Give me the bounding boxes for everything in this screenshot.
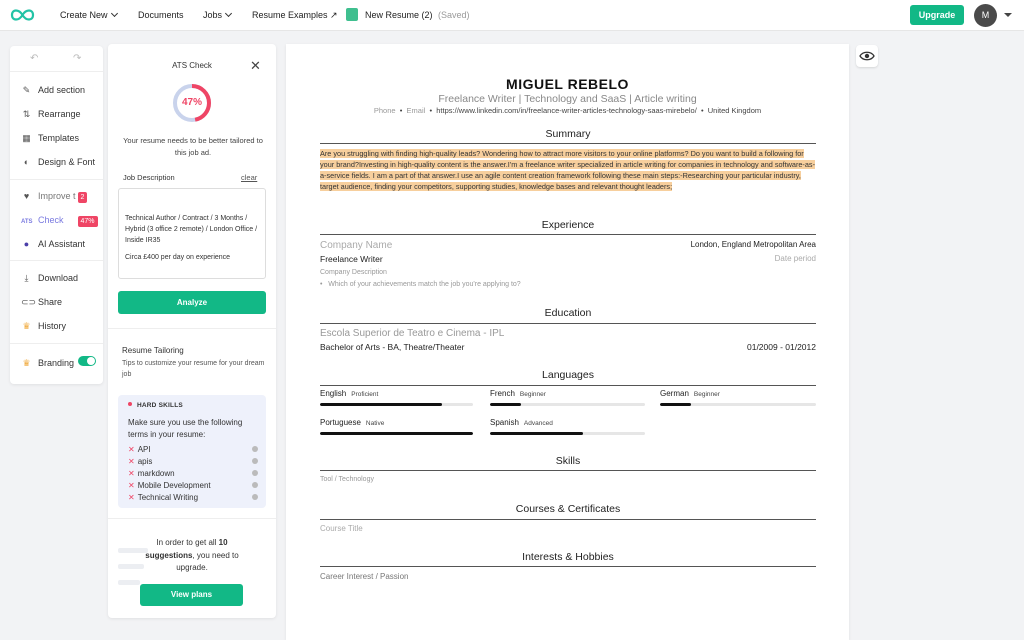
language-level: Native [365, 420, 385, 427]
tool-label: Branding [38, 358, 75, 368]
upsell-strong: suggestions [145, 550, 193, 560]
info-icon[interactable] [252, 494, 258, 500]
upsell-text-part: In order to get all [156, 538, 219, 547]
tool-label: Templates [38, 133, 80, 143]
panel-divider [108, 518, 276, 519]
education-dates[interactable]: 01/2009 - 01/2012 [746, 342, 816, 352]
cross-icon: ✕ [128, 457, 135, 466]
tool-label: Design & Font [38, 157, 96, 167]
tool-improve[interactable] [21, 189, 87, 203]
clear-link[interactable]: clear [241, 173, 258, 182]
crown-icon: ♛ [22, 321, 31, 331]
section-heading-languages[interactable]: Languages [542, 369, 594, 381]
achievement-text: Which of your achievements match the job you're applying to? [328, 281, 521, 288]
skill-label: Mobile Development [137, 481, 211, 490]
job-description-label: Job Description [123, 173, 175, 182]
section-heading-interests[interactable]: Interests & Hobbies [522, 551, 614, 563]
location-field[interactable]: United Kingdom [707, 106, 762, 115]
cross-icon: ✕ [128, 469, 135, 478]
ats-message: Your resume needs to be better tailored to this job ad. [123, 136, 263, 157]
language-level-fill [490, 403, 521, 406]
bullet-icon: • [320, 281, 329, 288]
eye-icon [856, 45, 878, 67]
degree[interactable]: Bachelor of Arts - BA, Theatre/Theater [320, 342, 465, 352]
tool-download[interactable] [21, 271, 78, 285]
experience-location[interactable]: London, England Metropolitan Area [690, 240, 816, 249]
language-level-fill [490, 432, 583, 435]
preview-button[interactable] [856, 45, 878, 67]
hard-skills-text: Make sure you use the following terms in your resume: [128, 418, 243, 439]
skill-label: markdown [137, 469, 175, 478]
nav-create-new[interactable] [60, 10, 117, 20]
branding-toggle[interactable] [78, 356, 96, 366]
course-placeholder[interactable]: Course Title [320, 524, 363, 533]
language-item[interactable] [320, 389, 378, 398]
achievement-field[interactable] [320, 281, 521, 288]
toolbar-divider [10, 343, 103, 344]
section-divider [320, 566, 816, 567]
language-item[interactable] [320, 418, 384, 427]
resume-name[interactable]: MIGUEL REBELO [506, 76, 629, 92]
skill-item [128, 457, 258, 466]
skill-item [128, 481, 258, 490]
company-description-field[interactable]: Company Description [320, 269, 387, 276]
resume-tailoring-subtitle: Tips to customize your resume for your dream job [122, 360, 265, 378]
info-icon[interactable] [252, 446, 258, 452]
design-icon: ◐ [23, 157, 30, 167]
info-icon[interactable] [252, 482, 258, 488]
language-level: Proficient [351, 391, 379, 398]
section-divider [320, 385, 816, 386]
company-name-field[interactable]: Company Name [320, 240, 393, 251]
editor-toolbar [10, 46, 103, 384]
tool-add-section[interactable] [21, 83, 85, 97]
upgrade-button[interactable]: Upgrade [910, 5, 964, 25]
hard-skills-label: HARD SKILLS [137, 402, 183, 409]
document-title[interactable]: New Resume (2) [365, 10, 433, 20]
share-icon: ⊂⊃ [21, 297, 37, 307]
tool-label: History [38, 321, 67, 331]
nav-jobs[interactable] [203, 10, 231, 20]
redo-icon[interactable]: ↷ [73, 53, 82, 64]
nav-create-new-label: Create New [60, 10, 108, 20]
language-level-bar [490, 432, 645, 435]
language-name: Spanish [490, 418, 519, 427]
tool-ai-assistant[interactable] [21, 237, 85, 251]
skill-placeholder[interactable]: Tool / Technology [320, 476, 374, 483]
language-item[interactable] [490, 418, 553, 427]
resume-headline[interactable]: Freelance Writer | Technology and SaaS | Article writing [438, 93, 697, 105]
section-heading-summary[interactable]: Summary [545, 128, 591, 140]
section-heading-experience[interactable]: Experience [541, 219, 595, 231]
skill-label: Technical Writing [137, 493, 199, 502]
ats-check-panel [108, 44, 276, 618]
jd-line: Circa £400 per day on experience [125, 254, 231, 261]
summary-highlighted: Are you struggling with finding high-quality leads? Wondering how to attract more visitors to your online platforms? Do you want to build a following for your brand?Investing in high-quality content is the answer.I'm a freelance writer specialized in article writing for companies in technology and software-as-a-service fields. I am a part of that answer.I use an agile content creation framework following these main steps:-Researching your particular industry, target audience, finding your competitors, supporting studies, knowledge bases and relevant thought leaders; [320, 149, 815, 191]
ats-score-value: 47% [181, 97, 202, 108]
cross-icon: ✕ [128, 493, 135, 502]
language-name: English [320, 389, 347, 398]
nav-jobs-label: Jobs [203, 10, 223, 20]
add-section-icon: ✎ [22, 85, 31, 95]
language-item[interactable] [490, 389, 546, 398]
tool-label: Add section [38, 85, 86, 95]
resume-page [286, 44, 849, 640]
language-level-bar [490, 403, 645, 406]
rearrange-icon: ⇅ [22, 109, 31, 119]
language-name: German [660, 389, 689, 398]
school-name[interactable]: Escola Superior de Teatro e Cinema - IPL [320, 328, 505, 339]
section-heading-skills[interactable]: Skills [555, 455, 581, 467]
chevron-down-icon [225, 10, 232, 17]
upsell-text-part: , you need to upgrade. [176, 550, 239, 572]
undo-redo-row [10, 46, 103, 72]
tool-share[interactable] [21, 295, 62, 309]
skill-item [128, 493, 258, 502]
download-icon: ⤓ [24, 273, 29, 283]
avatar[interactable]: M [974, 4, 997, 27]
job-description-input[interactable] [118, 188, 266, 279]
tool-ats-check[interactable] [21, 213, 98, 227]
phone-field[interactable]: Phone [373, 106, 396, 115]
upgrade-upsell-text [132, 537, 252, 575]
improve-count-badge: 2 [78, 192, 88, 203]
resume-contact: Phone • Email • https://www.linkedin.com/in/freelance-writer-articles-technology-saas-mirebelo/ • United Kingdom [373, 106, 762, 115]
hard-skills-heading [128, 402, 183, 409]
section-divider [320, 470, 816, 471]
language-name: French [490, 389, 515, 398]
toolbar-divider [10, 260, 103, 261]
logo-icon[interactable] [9, 7, 36, 23]
language-level-bar [320, 432, 473, 435]
tool-branding [21, 356, 74, 370]
section-divider [320, 234, 816, 235]
section-divider [320, 519, 816, 520]
jd-line: Technical Author / Contract / 3 Months / Hybrid (3 office 2 remote) / London Office / Inside IR35 [125, 215, 258, 244]
language-level-bar [320, 403, 473, 406]
templates-icon: ▦ [22, 133, 31, 143]
top-navigation [0, 0, 1024, 31]
save-status: (Saved) [438, 10, 470, 20]
language-level: Beginner [693, 391, 720, 398]
section-heading-courses[interactable]: Courses & Certificates [515, 503, 621, 515]
ats-icon: ATS [21, 219, 33, 225]
tool-label: Share [38, 297, 63, 307]
tool-label: AI Assistant [38, 239, 86, 249]
nav-resume-examples[interactable]: Resume Examples ↗ [252, 10, 338, 20]
skill-label: API [137, 445, 151, 454]
undo-icon[interactable]: ↶ [30, 53, 39, 64]
ats-score-badge: 47% [78, 216, 98, 227]
resume-tailoring-title: Resume Tailoring [122, 346, 184, 355]
tool-label: Rearrange [38, 109, 81, 119]
tool-design-font[interactable] [21, 155, 95, 169]
language-level-fill [660, 403, 691, 406]
info-icon[interactable] [252, 470, 258, 476]
dot-icon [128, 402, 132, 406]
cross-icon: ✕ [128, 481, 135, 490]
skill-label: apis [137, 457, 153, 466]
date-period-field[interactable]: Date period [774, 254, 816, 263]
tool-label: Improve t [38, 191, 76, 201]
section-heading-education[interactable]: Education [544, 307, 592, 319]
language-level: Beginner [519, 391, 546, 398]
caret-down-icon[interactable] [1004, 13, 1012, 17]
tool-rearrange[interactable] [21, 107, 81, 121]
nav-documents[interactable]: Documents [138, 10, 184, 20]
section-divider [320, 323, 816, 324]
crown-icon: ♛ [22, 358, 31, 368]
view-plans-button[interactable]: View plans [140, 584, 243, 606]
summary-text[interactable] [320, 148, 816, 192]
info-icon[interactable] [252, 458, 258, 464]
email-field[interactable]: Email [406, 106, 426, 115]
panel-title: ATS Check [172, 61, 212, 70]
hard-skills-card [118, 395, 266, 508]
analyze-button[interactable]: Analyze [118, 291, 266, 314]
panel-divider [108, 328, 276, 329]
blurred-line [118, 580, 140, 585]
close-icon[interactable]: ✕ [250, 58, 261, 73]
tool-history[interactable] [21, 319, 66, 333]
chevron-down-icon [110, 10, 117, 17]
language-level-fill [320, 403, 442, 406]
improve-icon: ♥ [23, 191, 30, 201]
section-divider [320, 143, 816, 144]
interest-placeholder[interactable]: Career Interest / Passion [320, 572, 409, 581]
language-level: Advanced [523, 420, 553, 427]
skill-item [128, 445, 258, 454]
language-name: Portuguese [320, 418, 361, 427]
language-level-fill [320, 432, 473, 435]
cross-icon: ✕ [128, 445, 135, 454]
linkedin-url[interactable]: https://www.linkedin.com/in/freelance-writer-articles-technology-saas-mirebelo/ [436, 106, 697, 115]
language-level-bar [660, 403, 816, 406]
upsell-count: 10 [218, 538, 228, 547]
position-title[interactable]: Freelance Writer [320, 254, 383, 264]
tool-templates[interactable] [21, 131, 79, 145]
language-item[interactable] [660, 389, 720, 398]
skill-item [128, 469, 258, 478]
tool-label: Download [38, 273, 79, 283]
ai-icon: ● [23, 239, 30, 249]
toolbar-divider [10, 179, 103, 180]
tool-label: Check [38, 215, 64, 225]
document-icon [346, 8, 358, 21]
